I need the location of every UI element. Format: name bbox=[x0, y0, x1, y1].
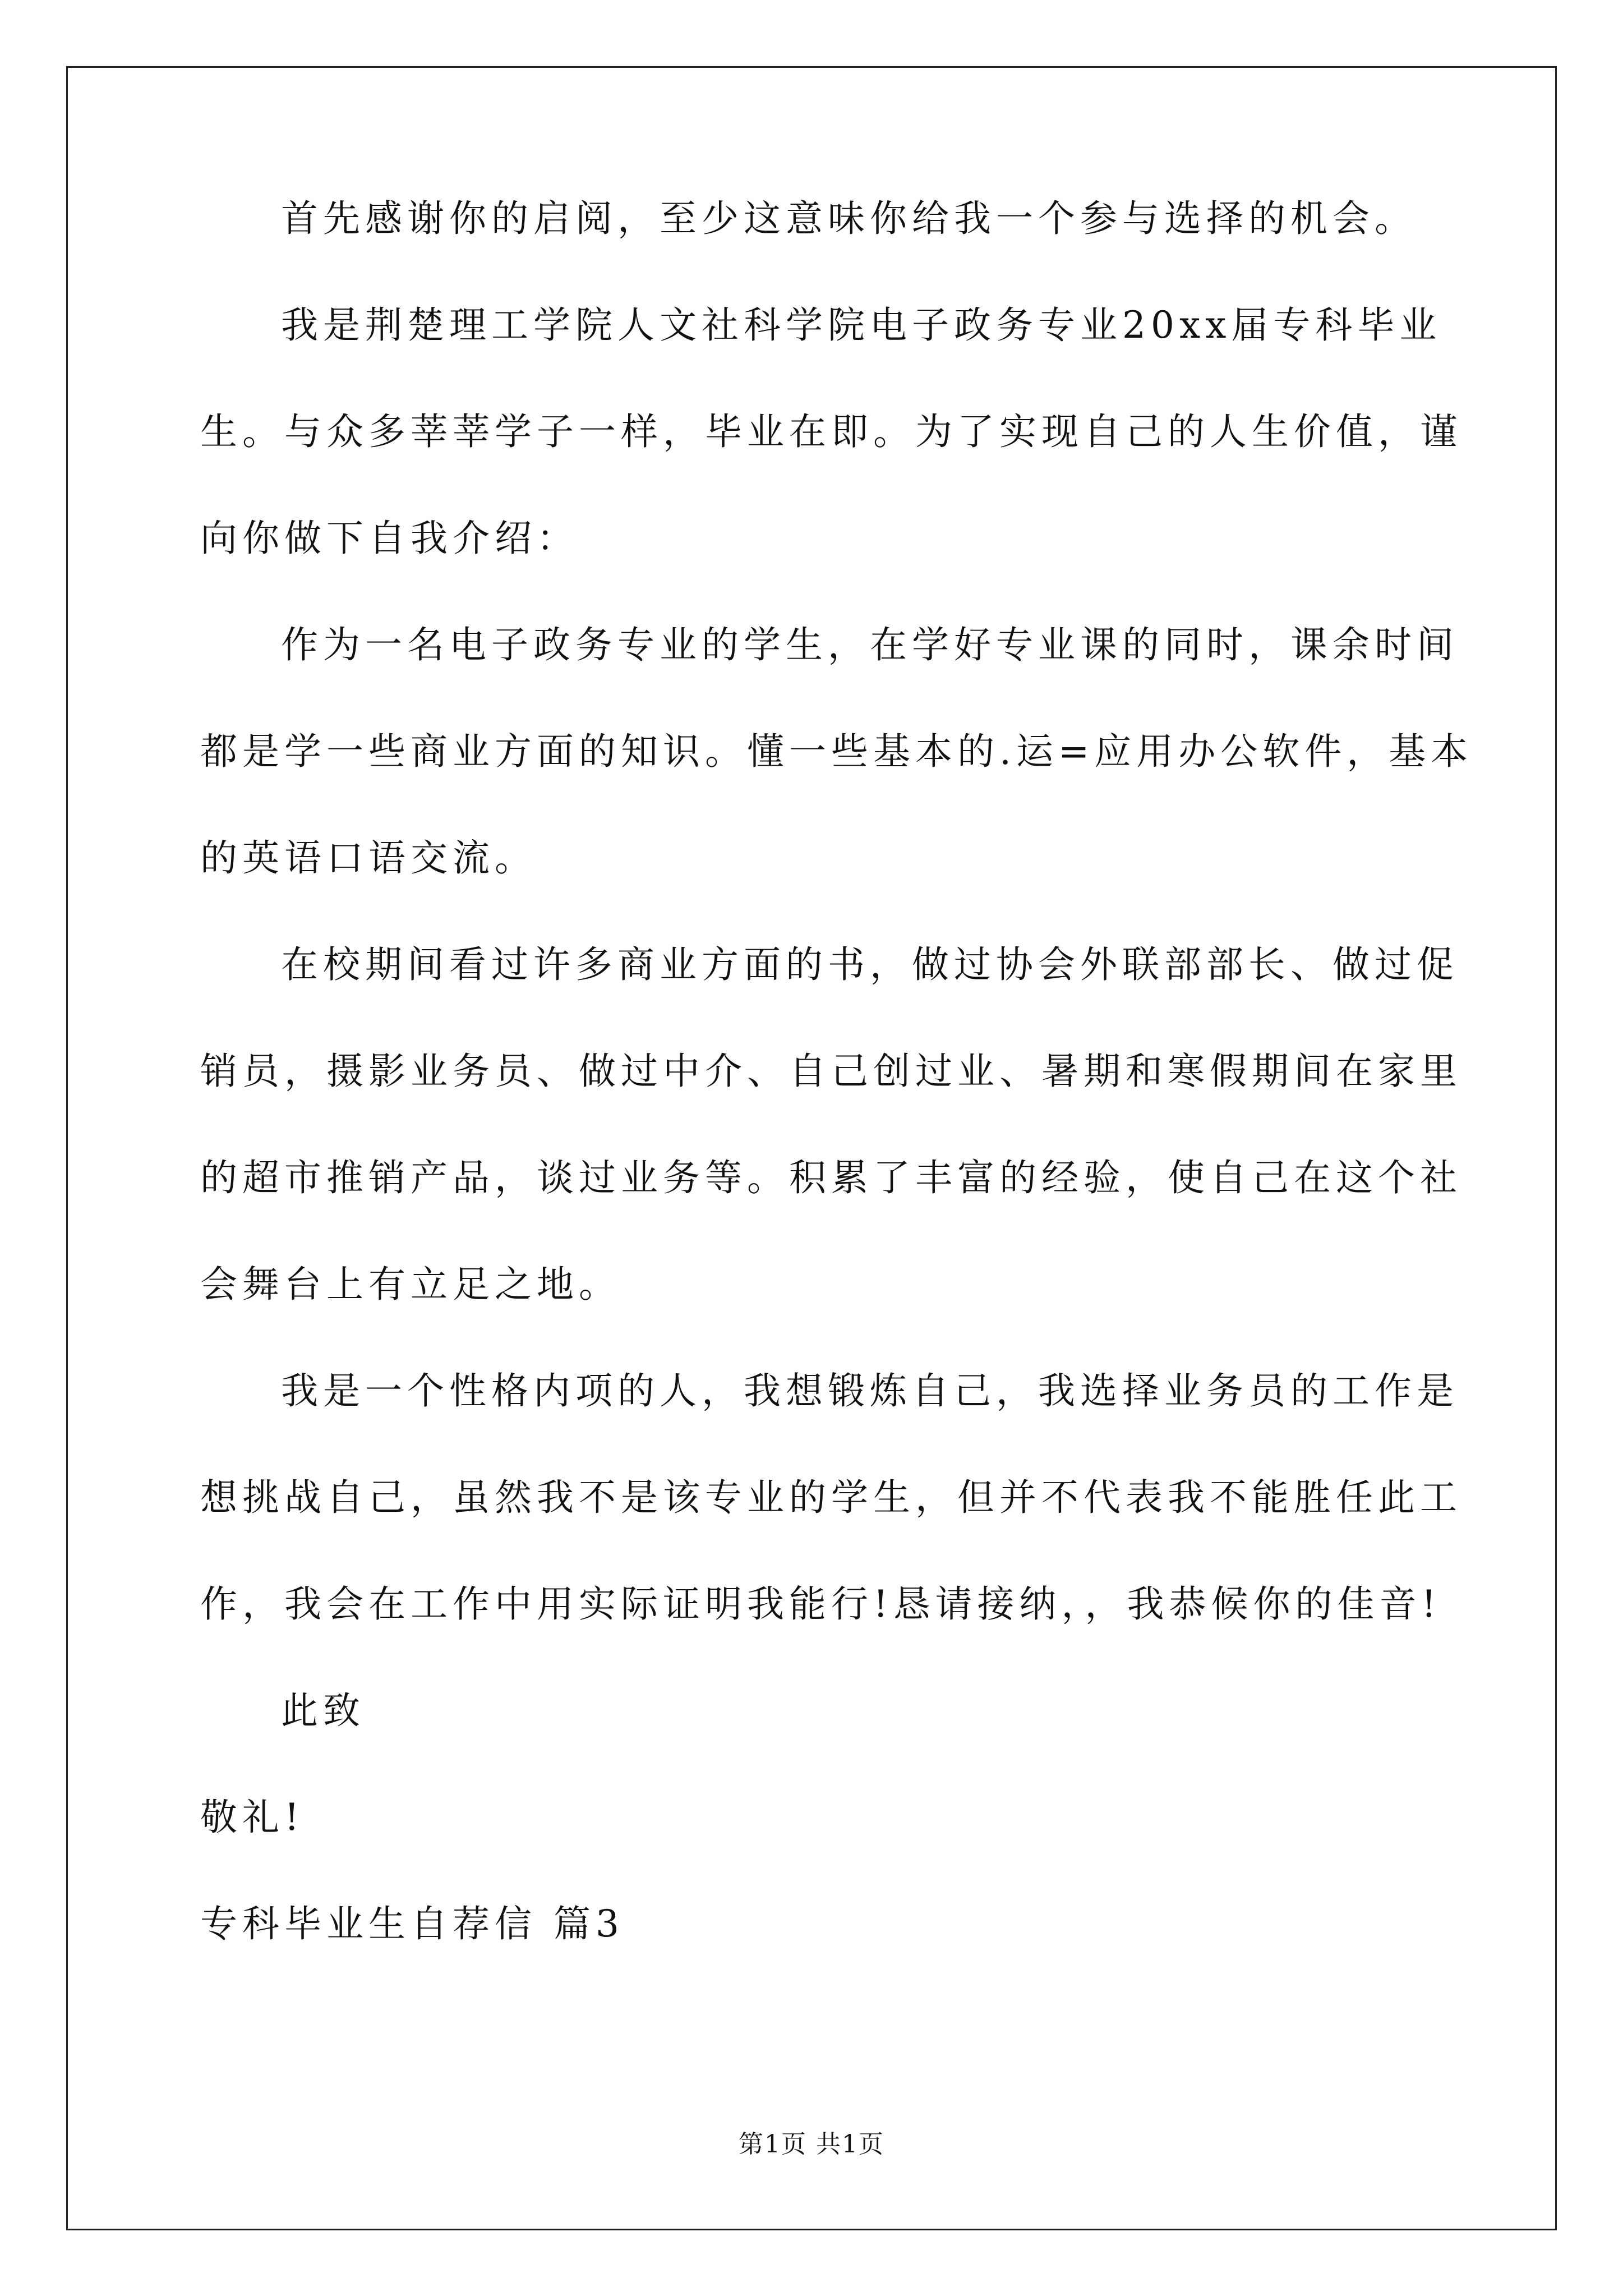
paragraph-line: 会舞台上有立足之地。 bbox=[200, 1263, 621, 1306]
paragraph-line: 的英语口语交流。 bbox=[200, 836, 537, 880]
closing-salutation: 此致 bbox=[281, 1689, 365, 1732]
paragraph-line: 作为一名电子政务专业的学生，在学好专业课的同时，课余时间 bbox=[281, 623, 1459, 666]
paragraph-line: 在校期间看过许多商业方面的书，做过协会外联部部长、做过促 bbox=[281, 943, 1459, 986]
paragraph-line: 我是荆楚理工学院人文社科学院电子政务专业20xx届专科毕业 bbox=[281, 303, 1442, 347]
page-number-footer: 第1页 共1页 bbox=[739, 2130, 884, 2159]
paragraph-line: 的超市推销产品，谈过业务等。积累了丰富的经验，使自己在这个社 bbox=[200, 1156, 1462, 1199]
paragraph-line: 销员，摄影业务员、做过中介、自己创过业、暑期和寒假期间在家里 bbox=[200, 1050, 1462, 1093]
section-heading: 专科毕业生自荐信 篇3 bbox=[200, 1902, 624, 1945]
paragraph-line: 我是一个性格内项的人，我想锻炼自己，我选择业务员的工作是 bbox=[281, 1369, 1459, 1412]
paragraph-line: 都是学一些商业方面的知识。懂一些基本的.运=应用办公软件，基本 bbox=[200, 730, 1473, 773]
paragraph-line: 向你做下自我介绍： bbox=[200, 517, 579, 560]
closing-regards: 敬礼! bbox=[200, 1796, 305, 1839]
paragraph-line: 想挑战自己，虽然我不是该专业的学生，但并不代表我不能胜任此工 bbox=[200, 1476, 1462, 1519]
paragraph-line: 作，我会在工作中用实际证明我能行!恳请接纳，，我恭候你的佳音! bbox=[200, 1582, 1442, 1626]
paragraph-line: 首先感谢你的启阅，至少这意味你给我一个参与选择的机会。 bbox=[281, 197, 1417, 240]
paragraph-line: 生。与众多莘莘学子一样，毕业在即。为了实现自己的人生价值，谨 bbox=[200, 410, 1462, 453]
